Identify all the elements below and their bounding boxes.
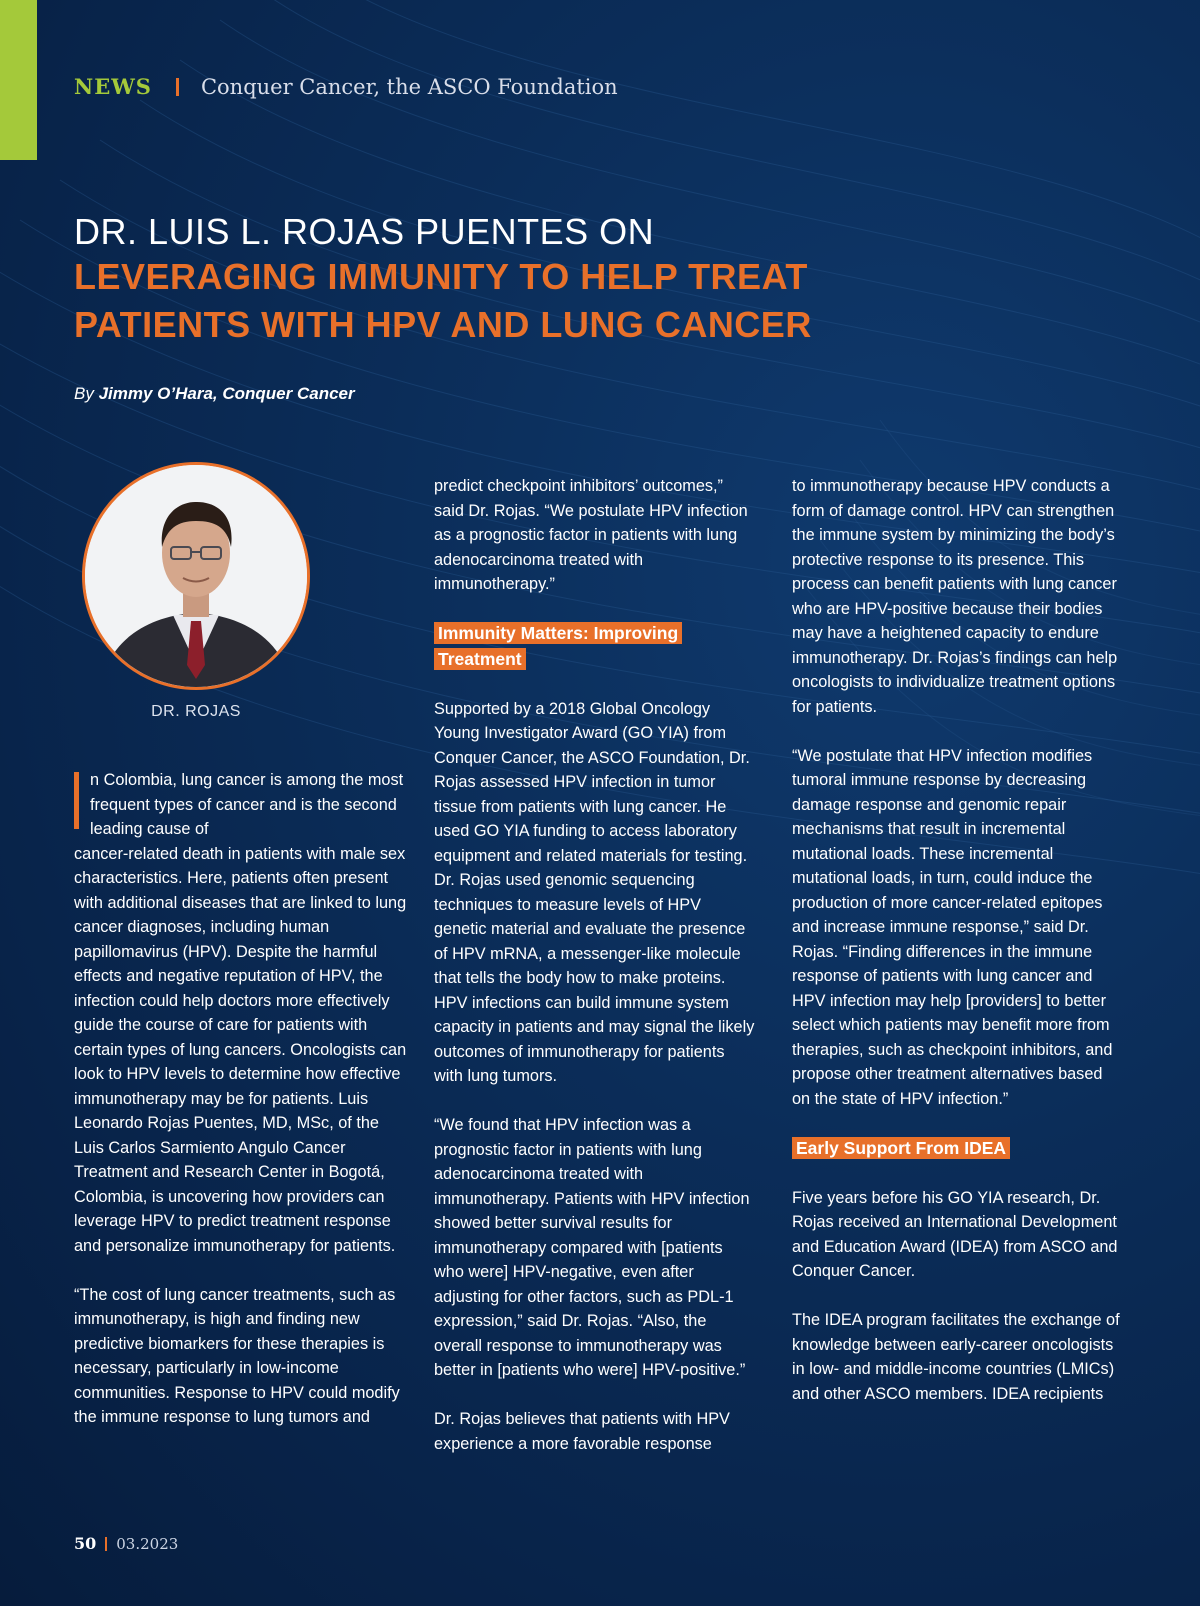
subheading-block [792, 1136, 1122, 1162]
paragraph: Supported by a 2018 Global Oncology Young Investigator Award (GO YIA) from Conquer Cancer, the ASCO Foundation, Dr. Rojas assessed HPV infection in tumor tissue from patients with lung cancer. He used GO YIA funding to access laboratory equipment and related materials for testing. Dr. Rojas used genomic sequencing techniques to measure levels of HPV genetic material and evaluate the presence of HPV mRNA, a messenger-like molecule that tells the body how to make proteins. HPV infections can build immune system capacity in patients and may signal the likely outcomes of immunotherapy for patients with lung tumors. [434, 699, 755, 1085]
drop-cap-bar [74, 772, 79, 829]
paragraph: Five years before his GO YIA research, Dr. Rojas received an International Development and Education Award (IDEA) from ASCO and Conquer Cancer. [792, 1188, 1118, 1280]
portrait-photo [82, 462, 310, 690]
paragraph: “The cost of lung cancer treatments, such as immunotherapy, is high and finding new predictive biomarkers for these therapies is necessary, particularly in low-income communities. Response to HPV could modify the immune response to lung tumors and [74, 1285, 400, 1426]
subheading-block [434, 621, 756, 672]
headline-line-2: LEVERAGING IMMUNITY TO HELP TREAT [74, 256, 808, 298]
headline-line-1: DR. LUIS L. ROJAS PUENTES ON [74, 211, 655, 252]
headline [74, 210, 1134, 349]
issue-date: 03.2023 [116, 1534, 179, 1553]
paragraph: to immunotherapy because HPV conducts a form of damage control. HPV can strengthen the immune system by minimizing the body’s protective response to its presence. This process can benefit patients with lung cancer who are HPV-positive because their bodies may have a heightened capacity to endure immunotherapy. Dr. Rojas’s findings can help oncologists to individualize treatment options for patients. [792, 477, 1118, 716]
lead-paragraph-opening: n Colombia, lung cancer is among the most frequent types of cancer and is the second leading cause of [90, 771, 404, 838]
article-column-3 [792, 474, 1122, 1431]
byline [74, 384, 355, 404]
portrait-caption: DR. ROJAS [151, 703, 241, 720]
portrait-illustration [85, 465, 307, 687]
lead-paragraph [74, 768, 408, 1258]
paragraph: The IDEA program facilitates the exchange of knowledge between early-career oncologists in low- and middle-income countries (LMICs) and other ASCO members. IDEA recipients [792, 1311, 1120, 1403]
page-footer [74, 1534, 178, 1553]
accent-bar [0, 0, 37, 160]
byline-author: Jimmy O’Hara, Conquer Cancer [98, 384, 355, 403]
paragraph: “We postulate that HPV infection modifies tumoral immune response by decreasing damage response and genomic repair mechanisms that result in incremental mutational loads. These incremental mutational loads, in turn, could induce the production of more cancer-related epitopes and increase immune response,” said Dr. Rojas. “Finding differences in the immune response of patients with lung cancer and HPV infection may help [providers] to better select which patients may benefit more from therapies, such as checkpoint inhibitors, and propose other treatment alternatives based on the state of HPV infection.” [792, 746, 1113, 1108]
headline-line-3: PATIENTS WITH HPV AND LUNG CANCER [74, 304, 812, 346]
byline-prefix: By [74, 384, 94, 403]
article-column-1 [74, 768, 408, 1454]
section-header [74, 74, 618, 99]
section-title: Conquer Cancer, the ASCO Foundation [200, 74, 618, 99]
article-column-2 [434, 474, 756, 1481]
paragraph: Dr. Rojas believes that patients with HPV experience a more favorable response [434, 1410, 730, 1453]
subheading-early-support: Early Support From IDEA [792, 1137, 1010, 1159]
section-label: NEWS [74, 74, 152, 99]
header-separator [176, 78, 179, 96]
lead-paragraph-continued: cancer-related death in patients with male sex characteristics. Here, patients often present with additional diseases that are linked to lung cancer diagnoses, including human papillomavirus (HPV). Despite the harmful effects and negative reputation of HPV, the infection could help doctors more effectively guide the course of care for patients with certain types of lung cancers. Oncologists can look to HPV levels to determine how effective immunotherapy may be for patients. Luis Leonardo Rojas Puentes, MD, MSc, of the Luis Carlos Sarmiento Angulo Cancer Treatment and Research Center in Bogotá, Colombia, is uncovering how providers can leverage HPV to predict treatment response and personalize immunotherapy for patients. [74, 844, 407, 1255]
page-number: 50 [74, 1534, 97, 1553]
paragraph: “We found that HPV infection was a prognostic factor in patients with lung adenocarcinoma treated with immunotherapy. Patients with HPV infection showed better survival results for immunotherapy compared with [patients who were] HPV-negative, even after adjusting for other factors, such as PDL-1 expression,” said Dr. Rojas. “Also, the overall response to immunotherapy was better in [patients who were] HPV-positive.” [434, 1116, 750, 1379]
footer-separator [105, 1537, 107, 1551]
paragraph: predict checkpoint inhibitors’ outcomes,” said Dr. Rojas. “We postulate HPV infection as a prognostic factor in patients with lung adenocarcinoma treated with immunotherapy.” [434, 477, 748, 593]
subheading-immunity-matters: Immunity Matters: Improving Treatment [434, 622, 682, 670]
